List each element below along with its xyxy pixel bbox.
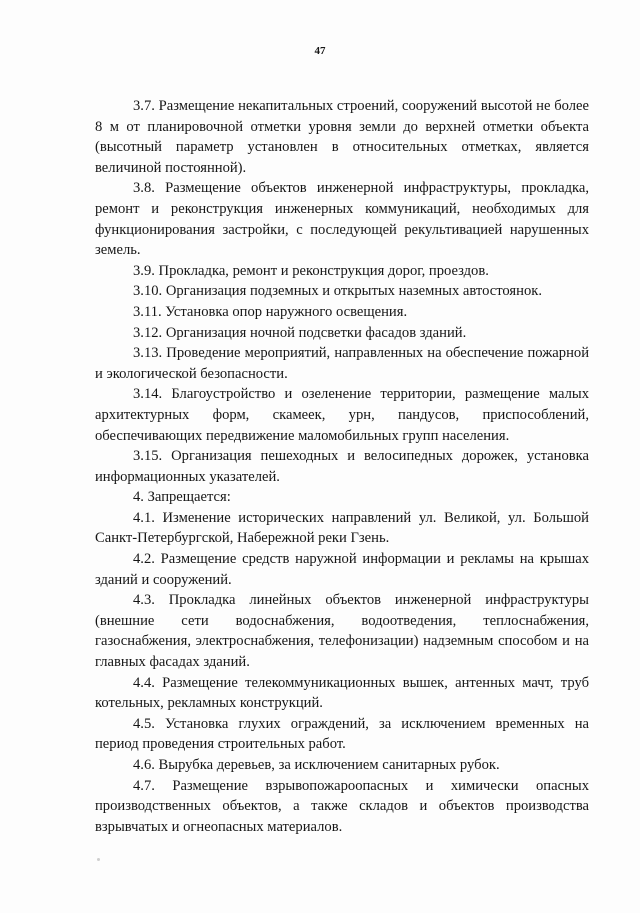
paragraph-3-14: 3.14. Благоустройство и озеленение территории, размещение малых архитектурных форм, скамеек, урн, пандусов, приспособлений, обеспечивающих передвижение маломобильных групп населения.	[95, 386, 589, 444]
paragraph-4-3: 4.3. Прокладка линейных объектов инженерной инфраструктуры (внешние сети водоснабжения, водоотведения, теплоснабжения, газоснабжения, электроснабжения, телефонизации) надземным способом и на главных фасадах зданий.	[95, 592, 589, 671]
paragraph-3-10: 3.10. Организация подземных и открытых наземных автостоянок.	[133, 283, 542, 300]
paragraph-3-7: 3.7. Размещение некапитальных строений, сооружений высотой не более 8 м от планировочной отметки уровня земли до верхней отметки объекта (высотный параметр установлен в относительных отметках, является величиной постоянной).	[95, 98, 589, 176]
paragraph-4-5: 4.5. Установка глухих ограждений, за исключением временных на период проведения строительных работ.	[95, 715, 589, 753]
document-body	[95, 96, 589, 837]
paragraph-4-6: 4.6. Вырубка деревьев, за исключением санитарных рубок.	[133, 757, 500, 773]
section-4-heading: 4. Запрещается:	[133, 489, 231, 506]
paragraph-3-11: 3.11. Установка опор наружного освещения.	[133, 303, 408, 320]
page-number: 47	[314, 45, 326, 57]
paragraph-4-7: 4.7. Размещение взрывопожароопасных и химически опасных производственных объектов, а также складов и объектов производства взрывчатых и огнеопасных материалов.	[95, 777, 589, 835]
paragraph-3-15: 3.15. Организация пешеходных и велосипедных дорожек, установка информационных указателей.	[95, 448, 589, 485]
paragraph-3-8: 3.8. Размещение объектов инженерной инфраструктуры, прокладка, ремонт и реконструкция инженерных коммуникаций, необходимых для функционирования застройки, с последующей рекультивацией нарушенных земель.	[95, 180, 589, 259]
paragraph-3-13: 3.13. Проведение мероприятий, направленных на обеспечение пожарной и экологической безопасности.	[95, 345, 589, 382]
paragraph-4-1: 4.1. Изменение исторических направлений ул. Великой, ул. Большой Санкт-Петербургской, Набережной реки Гзень.	[95, 509, 589, 547]
paragraph-4-4: 4.4. Размещение телекоммуникационных вышек, антенных мачт, труб котельных, рекламных конструкций.	[95, 674, 589, 712]
paragraph-3-9: 3.9. Прокладка, ремонт и реконструкция дорог, проездов.	[133, 262, 489, 279]
paragraph-3-12: 3.12. Организация ночной подсветки фасадов зданий.	[133, 324, 467, 341]
paragraph-4-2: 4.2. Размещение средств наружной информации и рекламы на крышах зданий и сооружений.	[95, 551, 589, 588]
scan-speck	[97, 858, 100, 861]
